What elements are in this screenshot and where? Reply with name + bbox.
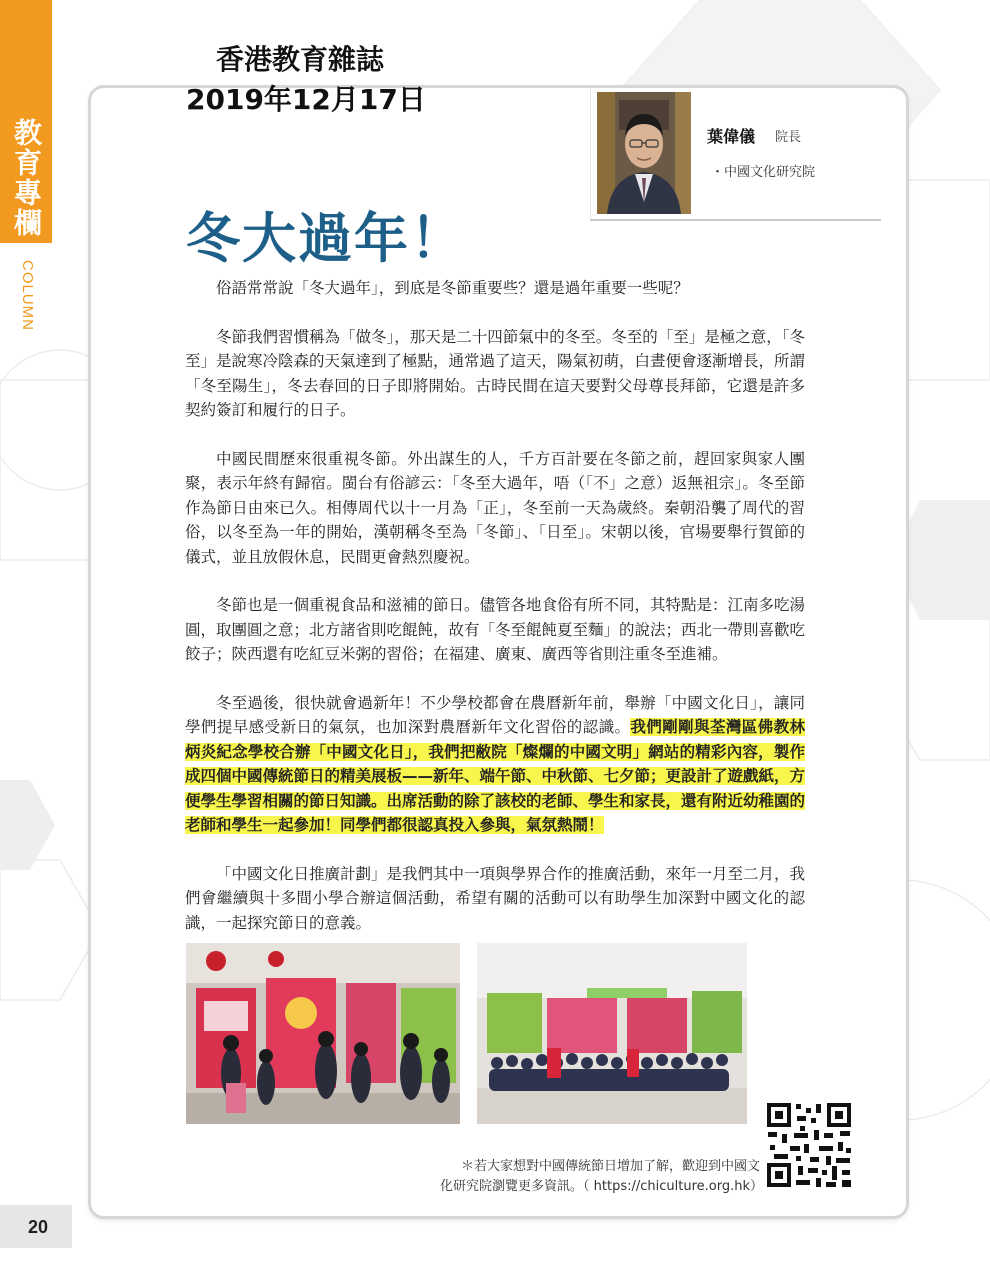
paragraph-text: 冬至過後，很快就會過新年！不少學校都會在農曆新年前，舉辦「中國文化日」，讓同學們提早感受新日的氣氛，也加深對農曆新年文化習俗的認識。 [185,693,805,736]
author-organization: ・中國文化研究院 [711,165,816,180]
article-paragraph: 「中國文化日推廣計劃」是我們其中一項與學界合作的推廣活動，來年一月至二月，我們會繼續與十多間小學合辦這個活動，希望有關的活動可以有助學生加深對中國文化的認識，一起探究節日的意義。 [185,864,806,932]
publication-date: 2019年12月17日 [186,83,426,116]
section-tab [0,0,52,243]
footnote [440,1157,763,1197]
author-name: 葉偉儀 [707,127,756,146]
author-role: 院長 [775,130,802,145]
activity-photo-exhibition [186,943,460,1124]
article-body [185,276,805,959]
highlighted-text: 我們剛剛與荃灣區佛教林炳炎紀念學校合辦「中國文化日」，我們把敝院「燦爛的中國文明」網站的精彩內容，製作成四個中國傳統節日的精美展板——新年、端午節、中秋節、七夕節；更設計了遊戲紙，方便學生學習相關的節日知識。出席活動的除了該校的老師、學生和家長，還有附近幼稚園的老師和學生一起參加！同學們都很認真投入參與，氣氛熱鬧！ [185,718,806,834]
article-title: 冬大過年！ [186,207,466,270]
section-label-en: COLUMN [19,260,36,332]
section-label: 教育專欄 [10,118,43,238]
page-number: 20 [28,1217,49,1237]
author-card [590,88,881,221]
article-paragraph: 冬節也是一個重視食品和滋補的節日。儘管各地食俗有所不同，其特點是：江南多吃湯圓，取團圓之意；北方諸省則吃餛飩，故有「冬至餛飩夏至麵」的說法；西北一帶則喜歡吃餃子；陝西還有吃紅豆米粥的習俗；在福建、廣東、廣西等省則注重冬至進補。 [185,596,806,663]
article-paragraph: 冬節我們習慣稱為「做冬」，那天是二十四節氣中的冬至。冬至的「至」是極之意，「冬至」是說寒冷陰森的天氣達到了極點，通常過了這天，陽氣初萌，白晝便會逐漸增長，所謂「冬至陽生」，冬去春回的日子即將開始。古時民間在這天要對父母尊長拜節，它還是許多契約簽訂和履行的日子。 [185,327,806,419]
page-number-box [0,1205,72,1248]
magazine-title: 香港教育雜誌 [215,43,384,76]
qr-code[interactable] [764,1100,854,1190]
footnote-line: 化研究院瀏覽更多資訊。（ https://chiculture.org.hk） [440,1179,763,1194]
activity-photo-group [477,943,751,1124]
article-paragraph: 俗語常常說「冬大過年」，到底是冬節重要些？還是過年重要一些呢？ [216,279,689,297]
footnote-line: ＊若大家想對中國傳統節日增加了解，歡迎到中國文 [460,1159,760,1174]
article-paragraph: 中國民間歷來很重視冬節。外出謀生的人，千方百計要在冬節之前，趕回家與家人團聚，表示年終有歸宿。閩台有俗諺云：「冬至大過年，唔（「不」之意）返無祖宗」。冬至節作為節日由來已久。相傳周代以十一月為「正」，冬至前一天為歲終。秦朝沿襲了周代的習俗，以冬至為一年的開始，漢朝稱冬至為「冬節」、「日至」。宋朝以後，官場要舉行賀節的儀式，並且放假休息，民間更會熱烈慶祝。 [185,449,805,566]
author-photo [597,92,691,214]
article-paragraph-highlighted [185,691,805,838]
